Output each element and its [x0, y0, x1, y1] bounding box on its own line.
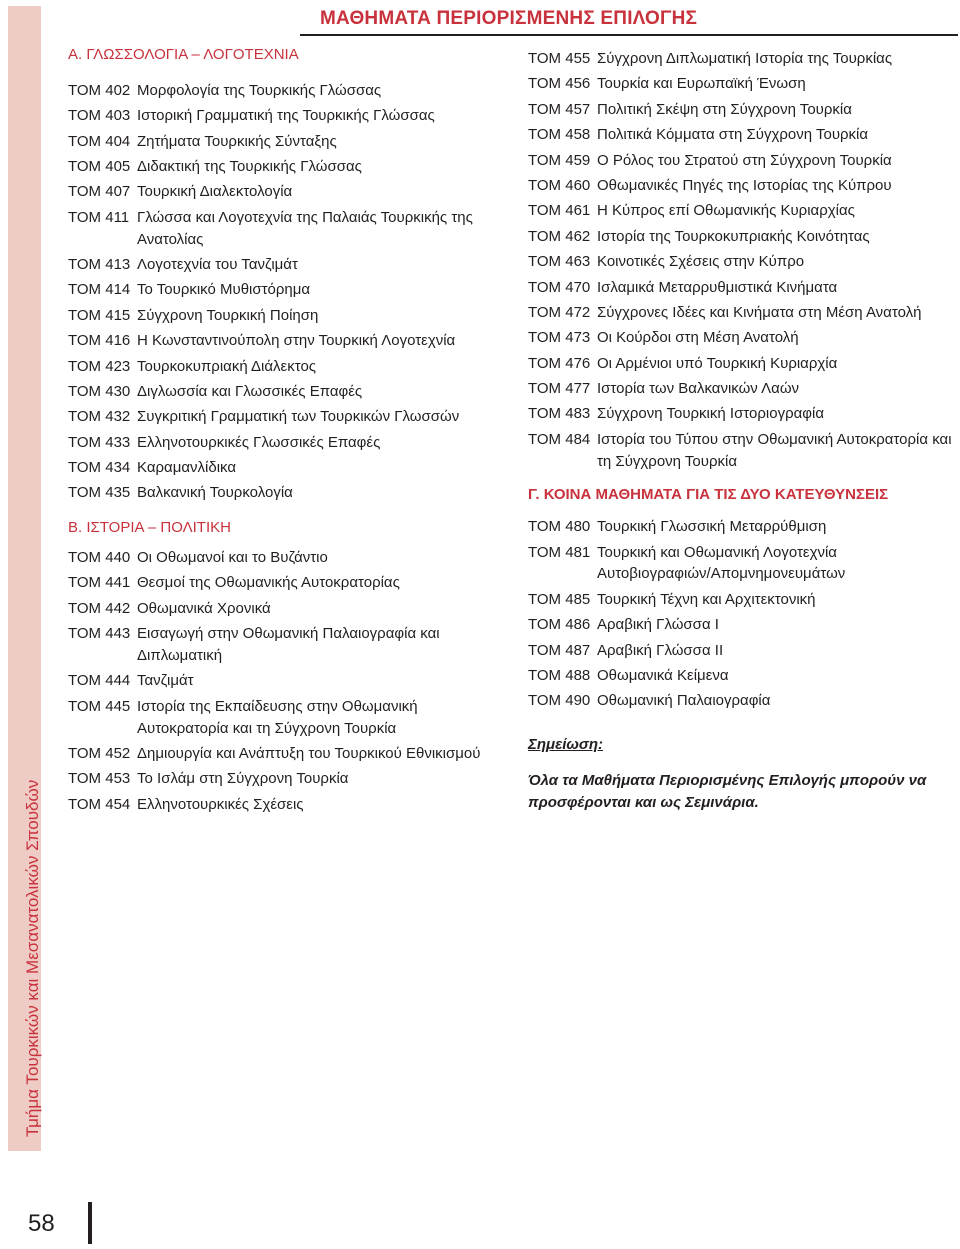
course-name: Ιστορική Γραμματική της Τουρκικής Γλώσσας: [137, 107, 435, 125]
page-number: 58: [28, 1210, 55, 1237]
course-item: [68, 598, 498, 620]
course-name: Σύγχρονη Τουρκική Ποίηση: [137, 306, 319, 324]
course-code: ΤΟΜ 460: [528, 176, 591, 194]
course-name: Πολιτικά Κόμματα στη Σύγχρονη Τουρκία: [597, 126, 869, 144]
course-name: Σύγχρονες Ιδέες και Κινήματα στη Μέση Ανατολή: [597, 303, 922, 321]
course-name: Η Κωνσταντινούπολη στην Τουρκική Λογοτεχνία: [137, 332, 456, 350]
course-item: [68, 768, 498, 790]
course-item: [528, 200, 953, 222]
course-name: Τουρκία και Ευρωπαϊκή Ένωση: [597, 75, 806, 93]
course-code: ΤΟΜ 443: [68, 625, 131, 643]
course-code: ΤΟΜ 445: [68, 697, 131, 715]
course-item: [68, 131, 498, 153]
course-item: [68, 406, 498, 428]
course-item: [528, 302, 953, 324]
course-code: ΤΟΜ 476: [528, 354, 591, 372]
course-item: [68, 381, 498, 403]
course-item: [68, 305, 498, 327]
course-code: ΤΟΜ 416: [68, 332, 131, 350]
course-item: [528, 251, 953, 273]
course-item: [528, 378, 953, 400]
course-item: [528, 665, 953, 687]
course-name: Αραβική Γλώσσα ΙΙ: [597, 641, 724, 659]
right-column: [528, 48, 953, 814]
course-item: [68, 330, 498, 352]
course-code: ΤΟΜ 483: [528, 405, 591, 423]
course-item: [528, 99, 953, 121]
course-name: Οθωμανικές Πηγές της Ιστορίας της Κύπρου: [597, 176, 892, 194]
course-name: Κοινοτικές Σχέσεις στην Κύπρο: [597, 253, 805, 271]
course-name: Σύγχρονη Διπλωματική Ιστορία της Τουρκίας: [597, 50, 893, 67]
course-item: [68, 547, 498, 569]
course-code: ΤΟΜ 470: [528, 278, 591, 296]
course-code: ΤΟΜ 486: [528, 616, 591, 634]
course-name: Τουρκική Διαλεκτολογία: [137, 183, 293, 201]
course-code: ΤΟΜ 423: [68, 357, 131, 375]
course-name: Δημιουργία και Ανάπτυξη του Τουρκικού Εθνικισμού: [137, 744, 481, 762]
course-name: Το Τουρκικό Μυθιστόρημα: [137, 281, 311, 299]
course-code: ΤΟΜ 407: [68, 183, 131, 201]
left-column: [68, 44, 498, 819]
course-item: [68, 457, 498, 479]
course-item: [528, 542, 953, 586]
course-code: ΤΟΜ 481: [528, 543, 591, 561]
course-code: ΤΟΜ 405: [68, 157, 131, 175]
course-name: Οθωμανική Παλαιογραφία: [597, 692, 771, 710]
course-code: ΤΟΜ 490: [528, 692, 591, 710]
course-item: [528, 327, 953, 349]
course-name: Ελληνοτουρκικές Σχέσεις: [137, 795, 304, 813]
course-name: Διγλωσσία και Γλωσσικές Επαφές: [137, 382, 363, 400]
title-divider: [300, 34, 958, 36]
course-item: [528, 124, 953, 146]
course-code: ΤΟΜ 461: [528, 202, 591, 220]
section-a-course-list: [68, 80, 498, 504]
course-name: Τουρκική και Οθωμανική Λογοτεχνία Αυτοβιογραφιών/Απομνημονευμάτων: [597, 543, 846, 583]
section-c-heading: Γ. ΚΟΙΝΑ ΜΑΘΗΜΑΤΑ ΓΙΑ ΤΙΣ ΔΥΟ ΚΑΤΕΥΘΥΝΣΕΙΣ: [528, 486, 889, 504]
course-item: [68, 572, 498, 594]
course-item: [528, 690, 953, 712]
course-item: [528, 403, 953, 425]
course-name: Ιστορία του Τύπου στην Οθωμανική Αυτοκρατορία και τη Σύγχρονη Τουρκία: [597, 430, 952, 470]
page-title: ΜΑΘΗΜΑΤΑ ΠΕΡΙΟΡΙΣΜΕΝΗΣ ΕΠΙΛΟΓΗΣ: [320, 8, 698, 29]
course-code: ΤΟΜ 403: [68, 107, 131, 125]
course-item: [68, 432, 498, 454]
course-name: Οι Οθωμανοί και το Βυζάντιο: [137, 549, 328, 567]
course-name: Τουρκική Τέχνη και Αρχιτεκτονική: [597, 590, 816, 608]
course-code: ΤΟΜ 402: [68, 81, 131, 99]
course-code: ΤΟΜ 458: [528, 126, 591, 144]
course-name: Σύγχρονη Τουρκική Ιστοριογραφία: [597, 405, 825, 423]
course-code: ΤΟΜ 440: [68, 549, 131, 567]
page-number-bar: [88, 1202, 92, 1244]
course-item: [528, 48, 953, 70]
course-code: ΤΟΜ 456: [528, 75, 591, 93]
section-b-heading: Β. ΙΣΤΟΡΙΑ – ΠΟΛΙΤΙΚΗ: [68, 519, 231, 537]
course-code: ΤΟΜ 414: [68, 281, 131, 299]
course-code: ΤΟΜ 485: [528, 590, 591, 608]
course-item: [528, 353, 953, 375]
course-name: Οθωμανικά Κείμενα: [597, 667, 729, 684]
course-item: [68, 156, 498, 178]
course-code: ΤΟΜ 457: [528, 100, 591, 118]
course-code: ΤΟΜ 442: [68, 599, 131, 617]
course-code: ΤΟΜ 462: [528, 227, 591, 245]
course-name: Εισαγωγή στην Οθωμανική Παλαιογραφία και Διπλωματική: [137, 625, 440, 665]
course-code: ΤΟΜ 453: [68, 770, 131, 788]
section-c-course-list: [528, 516, 953, 712]
course-name: Πολιτική Σκέψη στη Σύγχρονη Τουρκία: [597, 100, 852, 118]
course-name: Το Ισλάμ στη Σύγχρονη Τουρκία: [137, 770, 349, 788]
course-code: ΤΟΜ 452: [68, 744, 131, 762]
course-name: Οι Κούρδοι στη Μέση Ανατολή: [597, 329, 799, 347]
course-code: ΤΟΜ 411: [68, 208, 130, 226]
course-item: [68, 80, 498, 102]
course-name: Αραβική Γλώσσα Ι: [597, 616, 719, 634]
course-name: Καραμανλίδικα: [137, 459, 237, 477]
course-item: [68, 794, 498, 816]
course-item: [68, 181, 498, 203]
course-item: [68, 356, 498, 378]
course-code: ΤΟΜ 484: [528, 430, 591, 448]
course-item: [68, 207, 498, 251]
course-name: Ιστορία της Τουρκοκυπριακής Κοινότητας: [597, 227, 870, 245]
course-code: ΤΟΜ 487: [528, 641, 591, 659]
course-name: Ελληνοτουρκικές Γλωσσικές Επαφές: [137, 433, 381, 451]
course-code: ΤΟΜ 430: [68, 382, 131, 400]
course-item: [528, 277, 953, 299]
course-code: ΤΟΜ 404: [68, 132, 131, 150]
course-item: [68, 670, 498, 692]
course-code: ΤΟΜ 455: [528, 50, 591, 67]
course-code: ΤΟΜ 459: [528, 151, 591, 169]
course-code: ΤΟΜ 432: [68, 408, 131, 426]
course-name: Τουρκοκυπριακή Διάλεκτος: [137, 357, 317, 375]
course-name: Ζητήματα Τουρκικής Σύνταξης: [137, 132, 337, 150]
course-code: ΤΟΜ 444: [68, 672, 131, 690]
course-item: [528, 150, 953, 172]
course-name: Μορφολογία της Τουρκικής Γλώσσας: [137, 81, 382, 99]
course-code: ΤΟΜ 433: [68, 433, 131, 451]
course-item: [528, 614, 953, 636]
course-code: ΤΟΜ 480: [528, 518, 591, 536]
course-item: [528, 73, 953, 95]
course-name: Ισλαμικά Μεταρρυθμιστικά Κινήματα: [597, 278, 838, 296]
course-code: ΤΟΜ 477: [528, 380, 591, 398]
course-name: Ιστορία της Εκπαίδευσης στην Οθωμανική Αυτοκρατορία και τη Σύγχρονη Τουρκία: [137, 697, 418, 737]
course-item: [68, 105, 498, 127]
course-code: ΤΟΜ 463: [528, 253, 591, 271]
note-heading: Σημείωση:: [528, 736, 604, 754]
course-item: [68, 623, 498, 667]
course-code: ΤΟΜ 415: [68, 306, 131, 324]
course-name: Ο Ρόλος του Στρατού στη Σύγχρονη Τουρκία: [597, 151, 892, 169]
course-code: ΤΟΜ 441: [68, 574, 131, 592]
department-side-label: Τμήμα Τουρκικών και Μεσανατολικών Σπουδών: [23, 779, 42, 1137]
course-name: Οθωμανικά Χρονικά: [137, 599, 271, 617]
course-name: Γλώσσα και Λογοτεχνία της Παλαιάς Τουρκικής της Ανατολίας: [137, 208, 473, 248]
course-code: ΤΟΜ 413: [68, 255, 131, 273]
course-name: Ιστορία των Βαλκανικών Λαών: [597, 380, 800, 398]
course-name: Διδακτική της Τουρκικής Γλώσσας: [137, 157, 362, 175]
course-item: [68, 254, 498, 276]
course-code: ΤΟΜ 434: [68, 459, 131, 477]
course-code: ΤΟΜ 454: [68, 795, 131, 813]
course-item: [528, 175, 953, 197]
course-code: ΤΟΜ 472: [528, 303, 591, 321]
course-item: [528, 226, 953, 248]
course-code: ΤΟΜ 473: [528, 329, 591, 347]
course-item: [528, 589, 953, 611]
course-item: [528, 640, 953, 662]
section-b-course-list: [68, 547, 498, 816]
course-item: [68, 482, 498, 504]
course-name: Τουρκική Γλωσσική Μεταρρύθμιση: [597, 518, 827, 536]
course-code: ΤΟΜ 488: [528, 667, 591, 684]
course-item: [68, 279, 498, 301]
course-item: [528, 516, 953, 538]
course-name: Λογοτεχνία του Τανζιμάτ: [137, 255, 298, 273]
course-name: Συγκριτική Γραμματική των Τουρκικών Γλωσσών: [137, 408, 460, 426]
course-name: Η Κύπρος επί Οθωμανικής Κυριαρχίας: [597, 202, 855, 220]
course-code: ΤΟΜ 435: [68, 484, 131, 502]
course-name: Θεσμοί της Οθωμανικής Αυτοκρατορίας: [137, 574, 400, 592]
section-a-heading: Α. ΓΛΩΣΣΟΛΟΓΙΑ – ΛΟΓΟΤΕΧΝΙΑ: [68, 46, 299, 63]
note-text: Όλα τα Μαθήματα Περιορισμένης Επιλογής μπορούν να προσφέρονται και ως Σεμινάρια.: [528, 771, 927, 811]
course-name: Οι Αρμένιοι υπό Τουρκική Κυριαρχία: [597, 354, 838, 372]
section-b-course-list-continued: [528, 48, 953, 472]
course-name: Τανζιμάτ: [137, 672, 194, 690]
course-name: Βαλκανική Τουρκολογία: [137, 484, 293, 502]
course-item: [68, 696, 498, 740]
course-item: [528, 429, 953, 473]
course-item: [68, 743, 498, 765]
